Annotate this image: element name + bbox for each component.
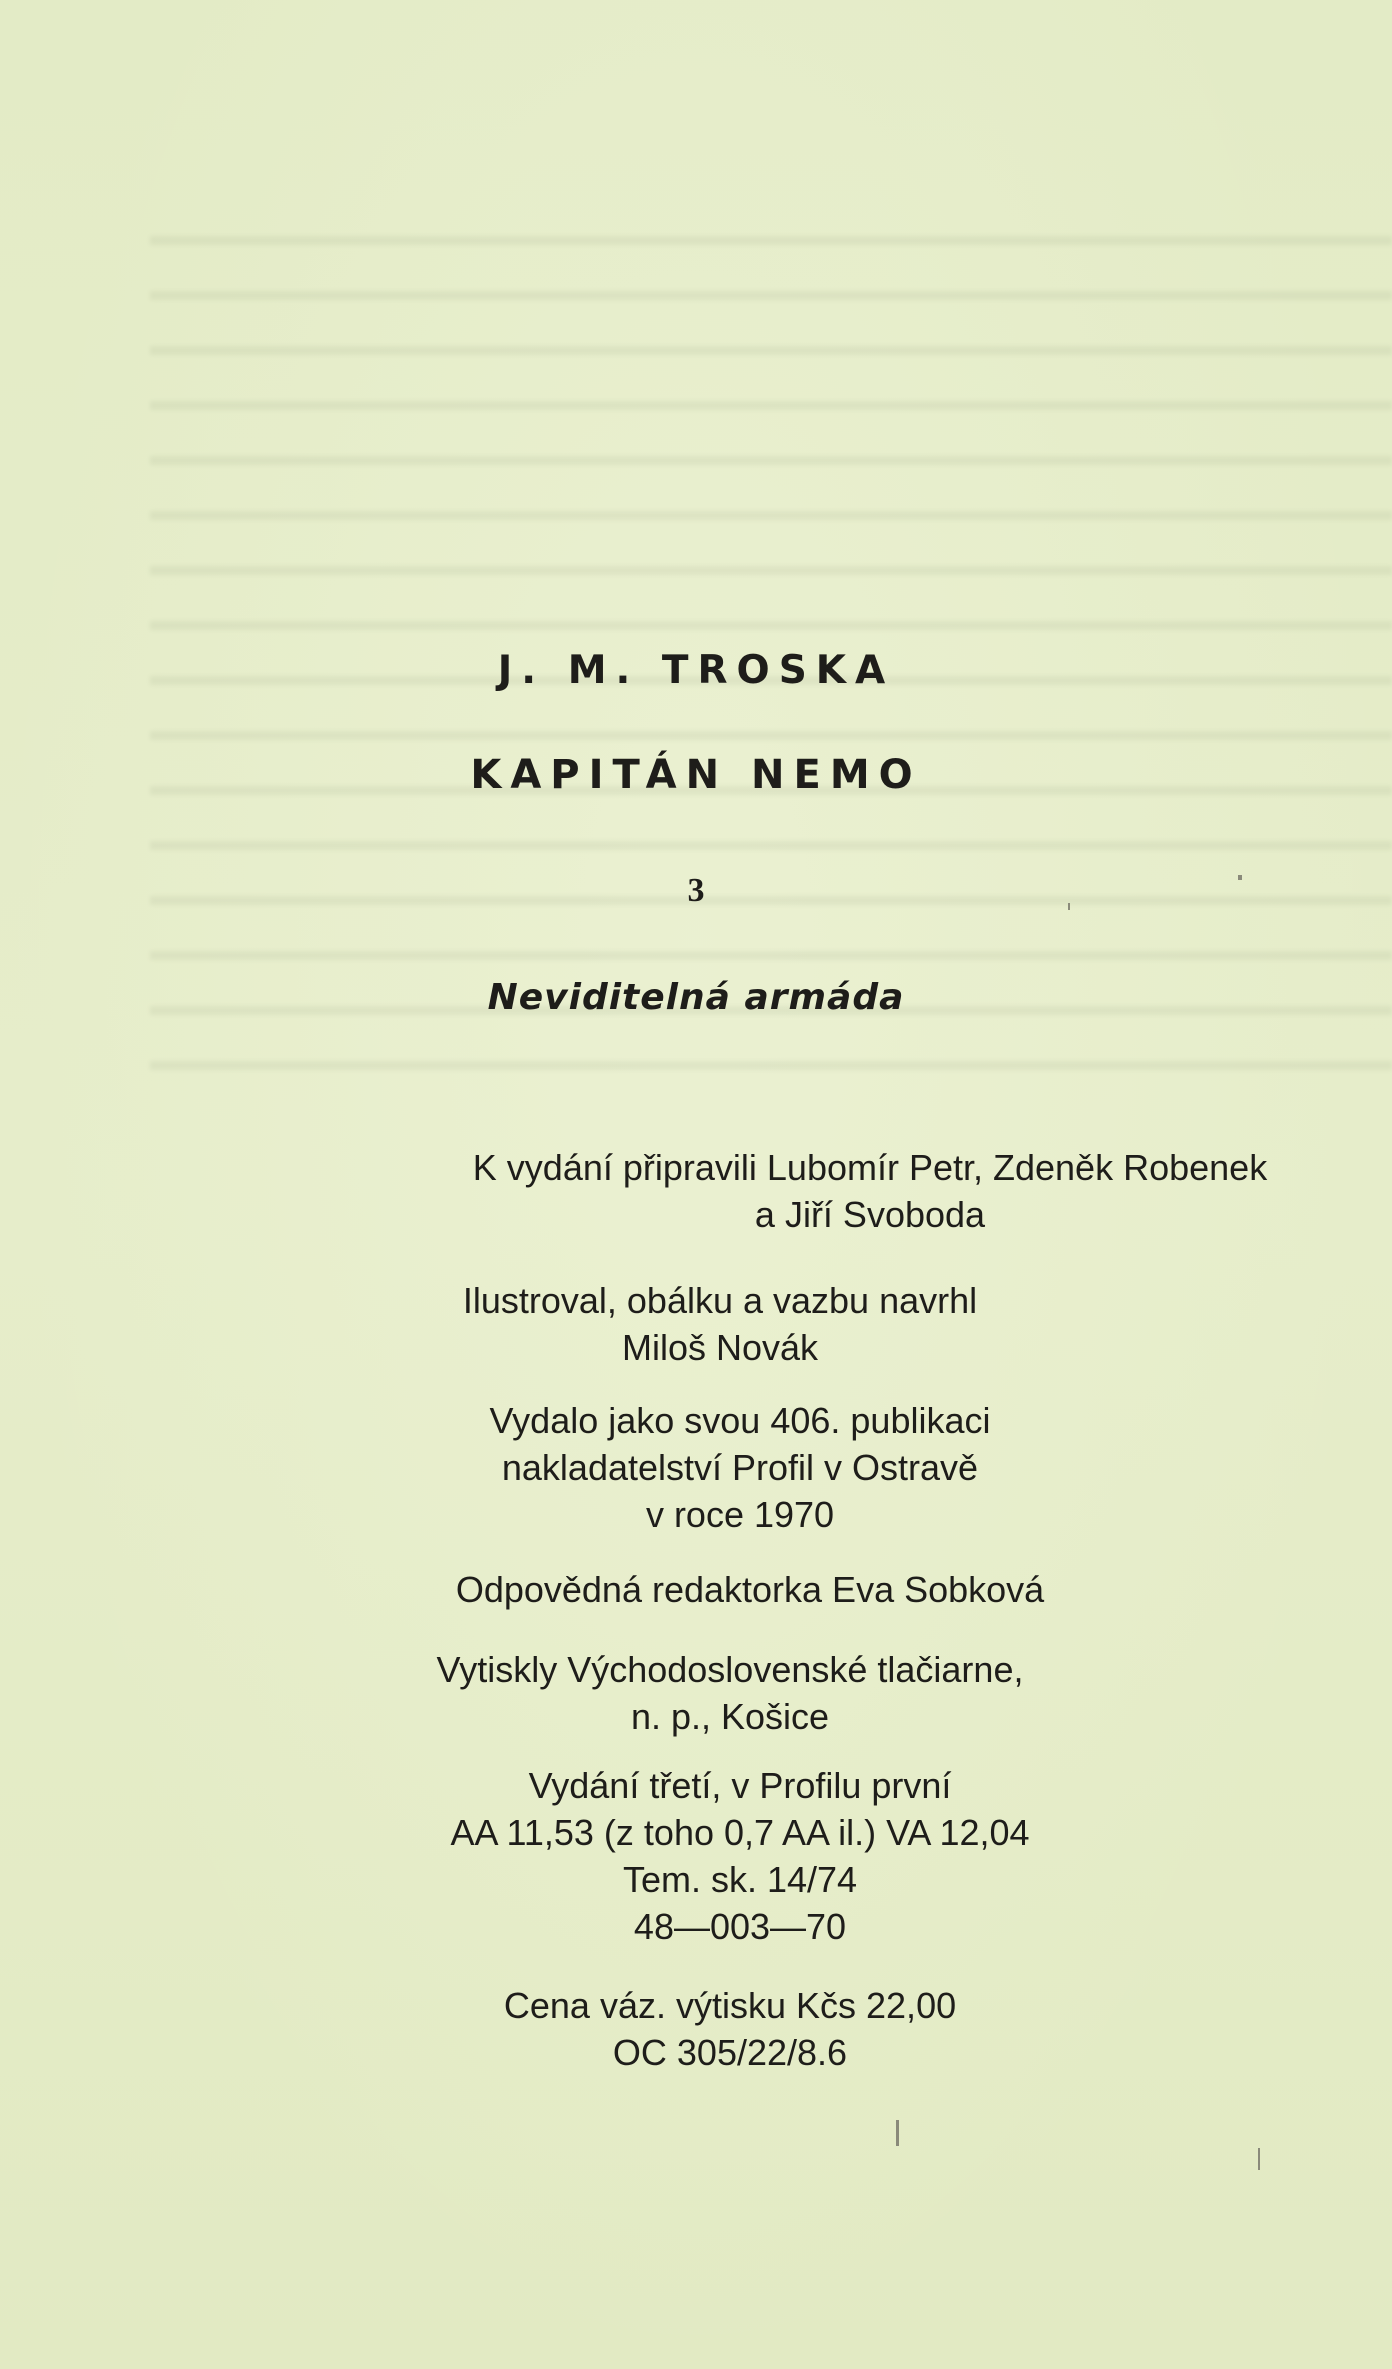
credit-line: v roce 1970 bbox=[645, 1494, 835, 1535]
author-name: J. M. TROSKA bbox=[497, 648, 895, 693]
credit-line: AA 11,53 (z toho 0,7 AA il.) VA 12,04 bbox=[450, 1812, 1030, 1853]
volume-number: 3 bbox=[687, 872, 705, 909]
responsible-editor-credit bbox=[350, 1566, 1150, 1613]
price-info bbox=[330, 1982, 1130, 2076]
credit-line: Tem. sk. 14/74 bbox=[622, 1859, 858, 1900]
credit-line: K vydání připravili Lubomír Petr, Zdeněk Robenek bbox=[472, 1147, 1268, 1188]
credit-line: Vydalo jako svou 406. publikaci bbox=[489, 1400, 991, 1441]
credit-line: Cena váz. výtisku Kčs 22,00 bbox=[503, 1985, 957, 2026]
edition-info bbox=[340, 1762, 1140, 1950]
printer-credit bbox=[330, 1646, 1130, 1740]
credit-line: a Jiří Svoboda bbox=[754, 1194, 986, 1235]
paper-speck bbox=[896, 2120, 899, 2146]
credit-line: 48—003—70 bbox=[633, 1906, 847, 1947]
book-title: KAPITÁN NEMO bbox=[470, 752, 922, 798]
credit-line: OC 305/22/8.6 bbox=[612, 2032, 848, 2073]
show-through-text bbox=[150, 190, 1392, 950]
illustration-credit bbox=[320, 1277, 1120, 1371]
credit-line: Vydání třetí, v Profilu první bbox=[528, 1765, 952, 1806]
credit-line: Odpovědná redaktorka Eva Sobková bbox=[455, 1569, 1045, 1610]
paper-speck bbox=[1068, 903, 1070, 910]
credit-line: Miloš Novák bbox=[621, 1327, 819, 1368]
publisher-credit bbox=[340, 1397, 1140, 1538]
book-subtitle: Neviditelná armáda bbox=[487, 977, 905, 1018]
credit-line: nakladatelství Profil v Ostravě bbox=[501, 1447, 979, 1488]
credit-line: n. p., Košice bbox=[630, 1696, 830, 1737]
credit-line: Ilustroval, obálku a vazbu navrhl bbox=[462, 1280, 978, 1321]
paper-speck bbox=[1258, 2148, 1260, 2170]
paper-speck bbox=[1238, 875, 1242, 880]
credit-line: Vytiskly Východoslovenské tlačiarne, bbox=[436, 1649, 1024, 1690]
editors-credit bbox=[345, 1144, 1392, 1238]
